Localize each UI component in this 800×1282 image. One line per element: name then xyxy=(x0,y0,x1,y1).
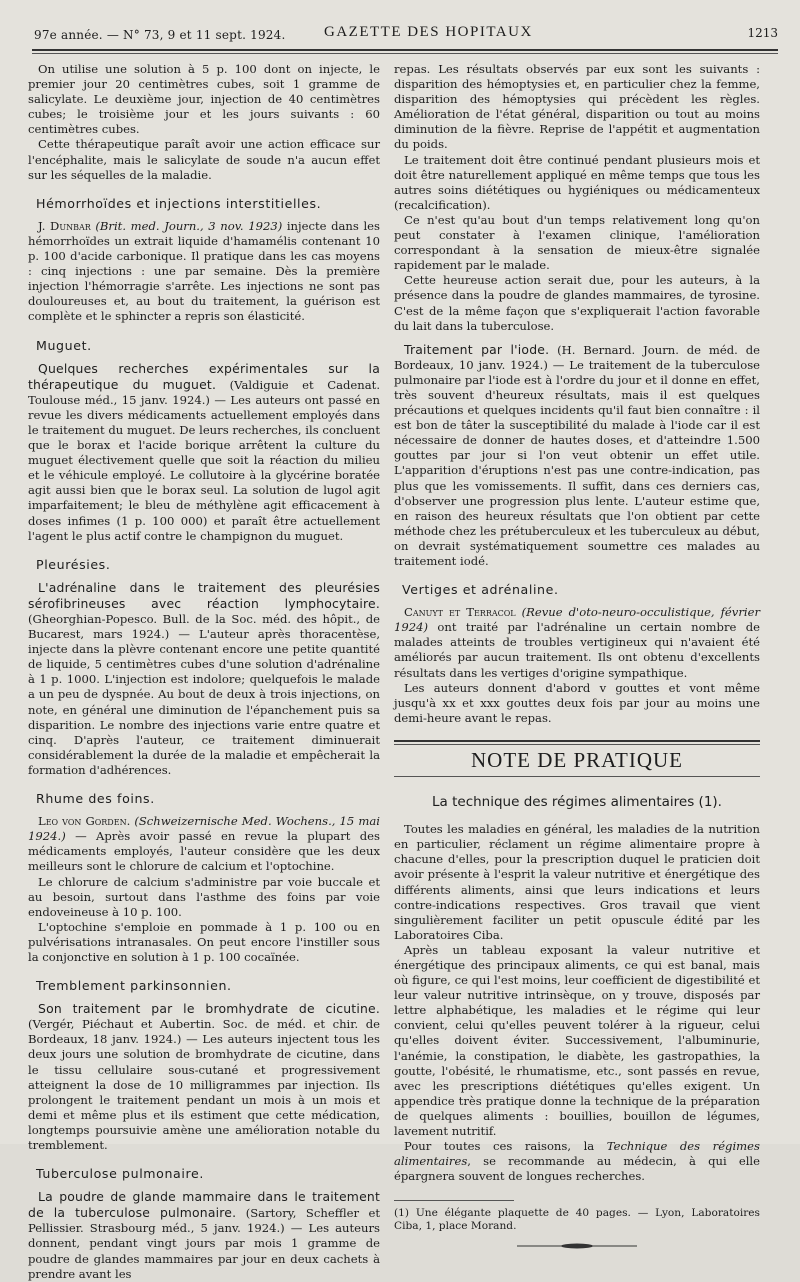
article-title: L'adrénaline dans le traitement des pleurésies sérofibrineuses avec réaction lymphocytaire. xyxy=(28,579,380,611)
citation: (Vergér, Piéchaut et Aubertin. Soc. de méd. et chir. de Bordeaux, 18 janv. 1924.) — xyxy=(28,1017,380,1047)
paragraph xyxy=(394,605,760,680)
ornament-icon xyxy=(517,1242,637,1250)
body-text: Le traitement de la tuberculose pulmonaire par l'iode est à l'ordre du jour et il donne en effet, très souvent d'heureux résultats, mais il est quelques précautions et quelques incidents qu'il faut bien connaître : il est bon de tâter la susceptibilité du malade à l'iode car il est nécessaire de donner de hautes doses, et d'atteindre 1.500 gouttes par jour si l'on veut obtenir un effet utile. L'apparition d'éruptions n'est pas une contre-indication, pas plus que les vomissements. Il suffit, dans ces derniers cas, d'observer une progression plus lente. L'auteur estime que, en raison des heureux résultats que l'on obtient par cette méthode chez les prétuberculeux et les tuberculeux au début, on devrait systématiquement soumettre ces malades au traitement iodé. xyxy=(394,357,761,568)
article-title: Traitement par l'iode. xyxy=(404,341,550,357)
note-subtitle: La technique des régimes alimentaires (1). xyxy=(432,794,722,811)
book-title: Technique des régimes alimentaires xyxy=(394,1139,760,1169)
paragraph xyxy=(394,1139,760,1184)
paragraph xyxy=(28,580,380,778)
paragraph: On utilise une solution à 5 p. 100 dont on injecte, le premier jour 20 centimètres cubes, soit 1 gramme de salicylate. Le deuxième jour, injection de 40 centimètres cubes; le troisième jour et les jours suivants : 60 centimètres cubes. xyxy=(28,62,380,137)
paragraph: Toutes les maladies en général, les maladies de la nutrition en particulier, réclament un régime alimentaire propre à chacune d'elles, pour la prescription duquel le praticien doit avoir présente à l'esprit la valeur nutritive et énergétique des différents aliments, ainsi que leurs indications et leurs contre-indications respectives. Gros travail que vient singulièrement faciliter un petit opuscule édité par les Laboratoires Ciba. xyxy=(394,822,760,942)
author: Canuyt et Terracol xyxy=(404,605,516,620)
paragraph xyxy=(28,361,380,544)
body-text: Les auteurs ont passé en revue les divers médicaments actuellement employés dans le traitement du muguet. De leurs recherches, ils concluent que le borax et l'acide borique arrêtent la culture du muguet électivement quelle que soit la réaction du milieu et le véhicule employé. Le collutoire à la glycérine boratée agit aussi bien que le borax seul. La solution de lugol agit imparfaitement; le bleu de méthylène agit efficacement à doses infimes (1 p. 100 000) et paraît être actuellement l'agent le plus actif contre le champignon du muguet. xyxy=(28,392,380,543)
body-text: Pour toutes ces raisons, la xyxy=(404,1139,607,1154)
journal-title: GAZETTE DES HOPITAUX xyxy=(324,24,533,40)
issue-info: 97e année. — N° 73, 9 et 11 sept. 1924. xyxy=(34,28,286,42)
body-text: Après avoir passé en revue la plupart des médicaments employés, l'auteur considère que les deux meilleurs sont le chlorure de calcium et l'optochine. xyxy=(28,829,380,874)
paragraph: Les auteurs donnent d'abord v gouttes et vont même jusqu'à xx et xxx gouttes deux fois par jour au moins une demi-heure avant le repas. xyxy=(394,680,760,725)
paragraph: Cette heureuse action serait due, pour les auteurs, à la présence dans la poudre de glandes mammaires, de tyrosine. C'est de la même façon que s'expliquerait l'action favorable du lait dans la tuberculose. xyxy=(394,273,760,333)
citation: (Valdiguie et Cadenat. Toulouse méd., 15 janv. 1924.) — xyxy=(28,377,381,407)
body-text: Les auteurs donnent, pendant vingt jours par mois 1 gramme de poudre de glandes mammaires par jour en deux cachets à prendre avant les xyxy=(28,1221,381,1281)
header-rule-thin xyxy=(32,53,778,54)
page-number: 1213 xyxy=(747,26,778,40)
section-heading: Hémorrhoïdes et injections interstitielles. xyxy=(36,195,322,211)
paragraph: Le chlorure de calcium s'administre par voie buccale et au besoin, surtout dans l'asthme des foins par voie endoveineuse à 10 p. 100. xyxy=(28,874,380,919)
note-section xyxy=(394,740,760,777)
citation: (Gheorghian-Popesco. Bull. de la Soc. méd. des hôpit., de Bucarest, mars 1924.) — xyxy=(28,612,380,642)
footnote-rule xyxy=(394,1200,514,1201)
rule xyxy=(394,740,760,742)
paragraph: Le traitement doit être continué pendant plusieurs mois et doit être naturellement appliqué en même temps que tous les autres soins diététiques ou hygiéniques ou médicamenteux (recalcification). xyxy=(394,152,760,212)
header-rule xyxy=(32,49,778,51)
section-heading: Rhume des foins. xyxy=(36,791,155,807)
note-title: NOTE DE PRATIQUE xyxy=(471,747,683,772)
section-heading: Vertiges et adrénaline. xyxy=(402,582,559,598)
body-text: injecte dans les hémorrhoïdes un extrait liquide d'hamamélis contenant 10 p. 100 d'acide carbonique. Il pratique dans les cas moyens : cinq injections : une par semaine. Dès la première injection l'hémorragie s'arrête. Les injections ne sont pas douloureuses et, au bout du traitement, la guérison est complète et le sphincter a repris son élasticité. xyxy=(28,218,380,324)
article-title: La poudre de glande mammaire dans le traitement de la tuberculose pulmonaire. xyxy=(28,1189,380,1221)
paragraph: L'optochine s'emploie en pommade à 1 p. 100 ou en pulvérisations intranasales. On peut encore l'instiller sous la conjonctive en solution à 1 p. 100 cocaïnée. xyxy=(28,919,380,964)
rule xyxy=(394,776,760,777)
section-heading: Muguet. xyxy=(36,337,92,353)
paragraph xyxy=(28,814,380,874)
right-column xyxy=(394,62,760,1254)
article-title: Quelques recherches expérimentales sur la thérapeutique du muguet. xyxy=(28,360,380,392)
section-heading: Pleurésies. xyxy=(36,556,111,572)
paragraph: Ce n'est qu'au bout d'un temps relativement long qu'on peut constater à l'examen clinique, l'amélioration correspondant à la sensation de mieux-être signalée rapidement par le malade. xyxy=(394,212,760,273)
paragraph: repas. Les résultats observés par eux sont les suivants : disparition des hémoptysies et, en particulier chez la femme, disparition des hémoptysies qui précèdent les règles. Amélioration de l'état général, disparition ou tout au moins diminution de la fièvre. Reprise de l'appétit et augmentation du poids. xyxy=(394,62,760,152)
citation: (Revue d'oto-neuro-occulistique, février 1924) xyxy=(394,605,760,635)
body-text: ont traité par l'adrénaline un certain nombre de malades atteints de troubles vertigineux qui n'avaient été améliorés par aucun traitement. Ils ont obtenu d'excellents résultats dans les vertiges d'origine sympathique. xyxy=(394,620,760,680)
citation: (H. Bernard. Journ. de méd. de Bordeaux, 10 janv. 1924.) — xyxy=(394,342,761,372)
body-text: , se recommande au médecin, à qui elle épargnera souvent de longues recherches. xyxy=(394,1154,760,1184)
paragraph xyxy=(28,219,380,325)
author: J. Dunbar xyxy=(38,218,91,233)
section-heading: Tuberculose pulmonaire. xyxy=(36,1166,204,1182)
paragraph xyxy=(394,342,760,569)
body-text: L'auteur après thoracentèse, injecte dans la plèvre contenant encore une petite quantité de liquide, 5 centimètres cubes d'une solution d'adrénaline à 1 p. 1000. L'injection est indolore; quelquefois le malade a un peu de dyspnée. Au bout de deux à trois injections, on note, en général une diminution de l'épanchement puis sa disparition. Le nombre des injections varie entre quatre et cinq. D'après l'auteur, ce traitement diminuerait considérablement la durée de la maladie et empêcherait la formation d'adhérences. xyxy=(28,627,380,777)
page-header xyxy=(34,20,778,46)
left-column xyxy=(28,62,380,1282)
article-title: Son traitement par le bromhydrate de cicutine. xyxy=(38,1001,380,1017)
paragraph: Après un tableau exposant la valeur nutritive et énergétique des principaux aliments, ce qui est banal, mais où figure, ce qui l'est moins, leur coefficient de digestibilité et leur valeur nutritive intrinsèque, on y trouve, disposés par lettre alphabétique, les maladies et le régime qui leur convient, celui qu'elles peuvent tolérer à la rigueur, celui qu'elles doivent éviter. Successivement, l'albuminurie, l'anémie, la constipation, le diabète, les gastropathies, la goutte, l'obésité, le rhumatisme, etc., sont passés en revue, avec les prescriptions diététiques qu'elles exigent. Un appendice très pratique donne la technique de la préparation de quelques aliments : bouillies, bouillon de légumes, lavement nutritif. xyxy=(394,942,760,1138)
rule xyxy=(394,744,760,745)
ornament-rule xyxy=(394,1239,760,1254)
paragraph xyxy=(28,1189,380,1282)
citation: (Brit. med. Journ., 3 nov. 1923) xyxy=(90,218,287,233)
citation: (Sartory, Scheffler et Pellissier. Strasbourg méd., 5 janv. 1924.) — xyxy=(28,1206,380,1236)
paragraph xyxy=(28,1001,380,1153)
body-text: Les auteurs injectent tous les deux jours une solution de bromhydrate de cicutine, dans le tissu cellulaire sous-cutané et progressivement atteignent la dose de 10 milligrammes par injection. Ils prolongent le traitement pendant un mois à un mois et demi et même plus et ils estiment que cette médication, longtemps poursuivie amène une amélioration notable du tremblement. xyxy=(28,1032,380,1152)
footnote: (1) Une élégante plaquette de 40 pages. — Lyon, Laboratoires Ciba, 1, place Morand. xyxy=(394,1207,760,1233)
citation: (Schweizernische Med. Wochens., 15 mai 1924.) — xyxy=(28,814,380,844)
author: Leo von Gorden. xyxy=(38,814,131,829)
section-heading: Tremblement parkinsonnien. xyxy=(36,978,232,994)
paragraph: Cette thérapeutique paraît avoir une action efficace sur l'encéphalite, mais le salicylate de soude n'a aucun effet sur les séquelles de la maladie. xyxy=(28,137,380,182)
